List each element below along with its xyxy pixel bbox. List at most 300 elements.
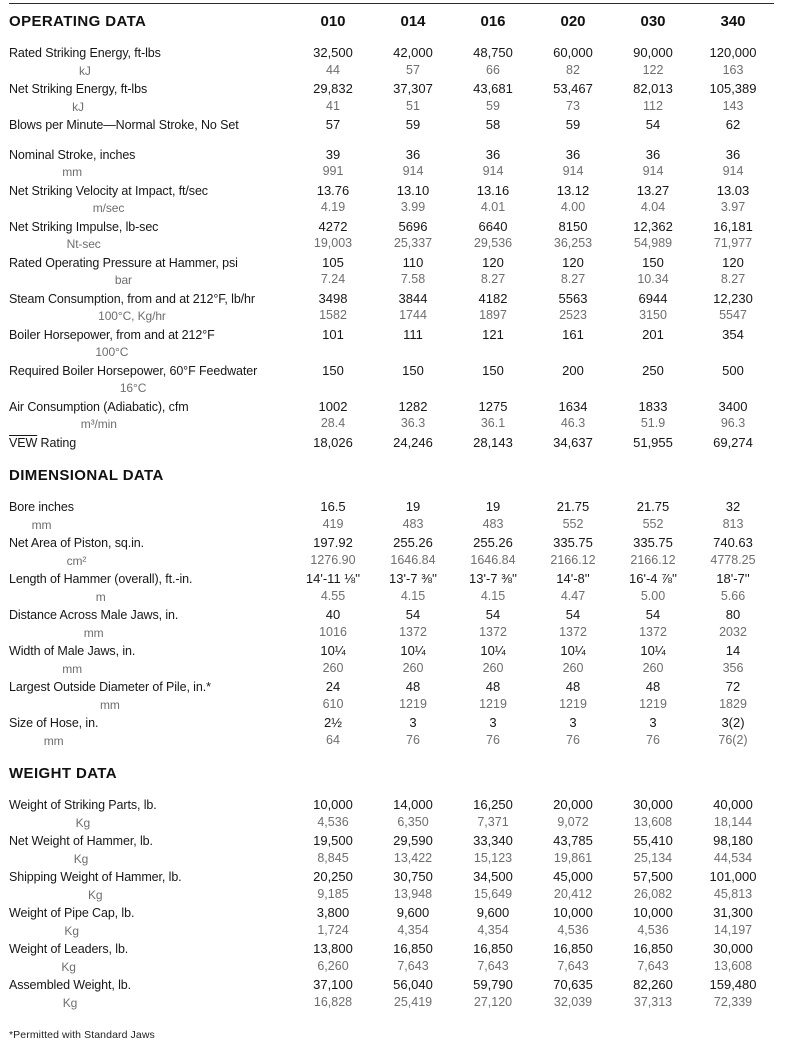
table-row — [9, 570, 774, 606]
value-metric: 1016 — [319, 624, 347, 639]
value-primary: 14'-8'' — [556, 571, 590, 586]
value-primary: 54 — [405, 607, 421, 622]
value-cell — [613, 116, 693, 134]
value-cell — [533, 904, 613, 939]
footnote: *Permitted with Standard Jaws — [9, 1029, 155, 1041]
section-header-row — [9, 12, 774, 31]
value-primary: 500 — [722, 362, 744, 378]
value-primary: 6640 — [478, 218, 508, 234]
row-unit-label: Kg — [73, 851, 89, 866]
row-unit-label: 100°C — [95, 345, 129, 359]
value-cell — [533, 940, 613, 975]
value-cell — [293, 570, 373, 605]
value-primary: 1282 — [398, 398, 428, 414]
value-cell — [373, 714, 453, 749]
value-cell — [613, 498, 693, 533]
value-primary: 43,681 — [473, 81, 513, 96]
value-cell — [453, 570, 533, 605]
value-metric: 6,350 — [397, 814, 429, 829]
value-metric: 7.24 — [320, 272, 346, 286]
value-cell — [613, 326, 693, 344]
value-metric: 28.4 — [320, 416, 346, 430]
value-metric: 610 — [322, 696, 344, 711]
value-metric: 2523 — [559, 308, 587, 322]
value-cell — [613, 606, 693, 641]
section-title: WEIGHT DATA — [9, 765, 117, 782]
value-metric: 32,039 — [553, 994, 593, 1009]
value-primary: 16,850 — [393, 941, 433, 956]
row-label: Weight of Striking Parts, lb. — [9, 798, 157, 812]
value-metric: 9,185 — [317, 886, 349, 901]
value-primary: 201 — [642, 326, 664, 342]
value-cell — [533, 642, 613, 677]
value-cell — [533, 498, 613, 533]
value-cell — [453, 116, 533, 134]
value-primary: 255.26 — [393, 535, 433, 550]
row-label-cell — [9, 147, 293, 182]
value-primary: 72 — [725, 679, 741, 694]
value-metric: 4,536 — [637, 922, 669, 937]
value-cell — [533, 326, 613, 344]
value-cell — [533, 146, 613, 181]
value-cell — [533, 434, 613, 452]
table-row — [9, 534, 774, 570]
value-cell — [613, 362, 693, 380]
row-unit-label: mm — [83, 625, 104, 640]
table-row — [9, 714, 774, 750]
value-primary: 8150 — [558, 218, 588, 234]
value-primary: 53,467 — [553, 81, 593, 96]
row-label-cell — [9, 833, 293, 868]
table-row — [9, 976, 774, 1012]
row-label: Rated Striking Energy, ft-lbs — [9, 46, 161, 60]
value-primary: 101,000 — [709, 869, 757, 884]
value-primary: 10,000 — [633, 905, 673, 920]
value-metric: 25,337 — [393, 236, 433, 250]
value-primary: 62 — [725, 117, 741, 132]
row-unit-label: 100°C, Kg/hr — [98, 309, 166, 323]
value-primary: 1833 — [638, 398, 668, 414]
value-metric: 71,977 — [713, 236, 753, 250]
row-label-cell — [9, 219, 293, 254]
value-primary: 3 — [489, 715, 497, 730]
row-label-cell — [9, 679, 293, 714]
value-primary: 13.76 — [316, 182, 350, 198]
value-metric: 1372 — [479, 624, 507, 639]
value-metric: 19,861 — [553, 850, 593, 865]
column-header: 010 — [320, 13, 346, 30]
spec-table — [9, 12, 774, 1012]
row-label: Boiler Horsepower, from and at 212°F — [9, 327, 215, 342]
value-metric: 914 — [562, 164, 584, 178]
value-cell — [693, 868, 773, 903]
value-cell — [613, 868, 693, 903]
value-cell — [453, 976, 533, 1011]
value-cell — [293, 182, 373, 217]
value-metric: 4,354 — [397, 922, 429, 937]
value-cell — [613, 290, 693, 325]
value-metric: 813 — [722, 516, 744, 531]
value-metric: 1829 — [719, 696, 747, 711]
row-unit-label: m — [95, 589, 106, 604]
value-cell — [373, 570, 453, 605]
value-cell — [693, 642, 773, 677]
row-label-cell — [9, 435, 293, 453]
value-cell — [693, 714, 773, 749]
value-cell — [613, 218, 693, 253]
row-label: Size of Hose, in. — [9, 716, 99, 730]
value-cell — [453, 44, 533, 79]
value-primary: 59,790 — [473, 977, 513, 992]
value-cell — [373, 832, 453, 867]
value-primary: 3(2) — [721, 715, 745, 730]
section-rows — [9, 498, 774, 750]
column-header: 340 — [720, 13, 746, 30]
value-primary: 21.75 — [556, 499, 590, 514]
row-unit-label: Kg — [64, 923, 79, 938]
value-metric: 66 — [486, 62, 500, 77]
value-metric: 44 — [326, 62, 340, 77]
value-metric: 13,608 — [713, 958, 753, 973]
value-cell — [613, 146, 693, 181]
row-label: Blows per Minute—Normal Stroke, No Set — [9, 118, 239, 132]
value-cell — [453, 832, 533, 867]
value-cell — [533, 714, 613, 749]
table-row — [9, 904, 774, 940]
value-metric: 260 — [322, 660, 344, 675]
value-cell — [453, 678, 533, 713]
value-cell — [613, 434, 693, 452]
value-cell — [373, 326, 453, 344]
value-metric: 82 — [566, 62, 580, 77]
section-title: DIMENSIONAL DATA — [9, 467, 164, 484]
value-metric: 76 — [646, 732, 660, 747]
table-row — [9, 868, 774, 904]
value-cell — [453, 146, 533, 181]
value-primary: 43,785 — [553, 833, 593, 848]
value-cell — [373, 80, 453, 115]
value-cell — [533, 868, 613, 903]
value-metric: 4.15 — [480, 588, 506, 603]
value-primary: 40 — [325, 607, 341, 622]
value-primary: 20,250 — [313, 869, 353, 884]
table-row — [9, 326, 774, 362]
value-cell — [293, 326, 373, 344]
value-primary: 13.10 — [396, 182, 430, 198]
value-cell — [293, 146, 373, 181]
value-metric: 1372 — [639, 624, 667, 639]
value-primary: 34,500 — [473, 869, 513, 884]
column-header: 014 — [400, 13, 426, 30]
section-title: OPERATING DATA — [9, 13, 147, 30]
row-label-cell — [9, 977, 293, 1012]
value-primary: 255.26 — [473, 535, 513, 550]
value-cell — [453, 606, 533, 641]
value-primary: 4182 — [478, 290, 508, 306]
value-primary: 30,750 — [393, 869, 433, 884]
value-metric: 552 — [562, 516, 584, 531]
value-cell — [373, 498, 453, 533]
value-cell — [533, 254, 613, 289]
row-label: $\overline{VEW}$ Rating — [9, 435, 77, 450]
value-metric: 260 — [642, 660, 664, 675]
value-cell — [293, 362, 373, 380]
value-metric: 54,989 — [633, 236, 673, 250]
value-metric: 1744 — [399, 308, 427, 322]
value-metric: 260 — [482, 660, 504, 675]
value-metric: 59 — [486, 98, 500, 113]
top-divider — [9, 3, 774, 4]
value-primary: 16'-4 ⅞'' — [629, 571, 677, 586]
value-cell — [693, 182, 773, 217]
row-label: Shipping Weight of Hammer, lb. — [9, 870, 182, 884]
row-label: Net Area of Piston, sq.in. — [9, 536, 144, 550]
value-metric: 3.97 — [720, 200, 746, 214]
value-primary: 14,000 — [393, 797, 433, 812]
value-primary: 24 — [325, 679, 341, 694]
value-cell — [453, 218, 533, 253]
value-metric: 260 — [562, 660, 584, 675]
value-metric: 7,643 — [477, 958, 509, 973]
value-cell — [533, 218, 613, 253]
value-primary: 150 — [482, 362, 504, 378]
value-cell — [613, 976, 693, 1011]
value-metric: 1219 — [399, 696, 427, 711]
value-cell — [693, 498, 773, 533]
value-metric: 1646.84 — [470, 552, 516, 567]
row-unit-label: mm — [62, 661, 82, 676]
row-unit-label: m/sec — [92, 201, 125, 215]
row-label-cell — [9, 363, 293, 398]
table-section — [9, 12, 774, 452]
value-cell — [693, 116, 773, 134]
value-primary: 60,000 — [553, 45, 593, 60]
value-primary: 1634 — [558, 398, 588, 414]
value-primary: 3,800 — [316, 905, 350, 920]
value-primary: 36 — [565, 146, 581, 162]
value-metric: 4.01 — [480, 200, 506, 214]
column-header: 030 — [640, 13, 666, 30]
value-cell — [693, 80, 773, 115]
row-unit-label: kJ — [72, 99, 84, 114]
value-metric: 8,845 — [317, 850, 349, 865]
value-metric: 1897 — [479, 308, 507, 322]
value-primary: 54 — [645, 607, 661, 622]
value-metric: 1582 — [319, 308, 347, 322]
value-metric: 7,643 — [637, 958, 669, 973]
value-metric: 46.3 — [560, 416, 586, 430]
value-cell — [453, 796, 533, 831]
value-cell — [693, 976, 773, 1011]
value-primary: 13'-7 ⅜'' — [469, 571, 517, 586]
row-label: Air Consumption (Adiabatic), cfm — [9, 399, 189, 414]
value-metric: 9,072 — [557, 814, 589, 829]
value-primary: 45,000 — [553, 869, 593, 884]
value-primary: 12,230 — [713, 290, 753, 306]
value-metric: 36.3 — [400, 416, 426, 430]
value-cell — [693, 44, 773, 79]
value-cell — [693, 146, 773, 181]
value-cell — [293, 714, 373, 749]
value-metric: 4.19 — [320, 200, 346, 214]
value-metric: 991 — [322, 164, 344, 178]
table-row — [9, 254, 774, 290]
value-metric: 72,339 — [713, 994, 753, 1009]
value-cell — [373, 182, 453, 217]
value-primary: 150 — [322, 362, 344, 378]
value-primary: 55,410 — [633, 833, 673, 848]
value-metric: 51 — [406, 98, 420, 113]
value-metric: 37,313 — [633, 994, 673, 1009]
value-primary: 70,635 — [553, 977, 593, 992]
value-primary: 57 — [325, 117, 341, 132]
value-cell — [693, 678, 773, 713]
value-primary: 69,274 — [713, 434, 753, 450]
value-metric: 20,412 — [553, 886, 593, 901]
value-cell — [293, 904, 373, 939]
value-primary: 16,850 — [553, 941, 593, 956]
value-metric: 76(2) — [718, 732, 748, 747]
row-unit-label: bar — [114, 273, 132, 287]
value-metric: 7,371 — [477, 814, 509, 829]
value-primary: 121 — [482, 326, 504, 342]
value-cell — [293, 44, 373, 79]
row-unit-label: cm² — [66, 553, 87, 568]
section-header-row — [9, 466, 774, 485]
value-primary: 250 — [642, 362, 664, 378]
value-metric: 2166.12 — [630, 552, 676, 567]
value-primary: 36 — [645, 146, 661, 162]
table-row — [9, 146, 774, 182]
value-cell — [693, 832, 773, 867]
value-cell — [293, 534, 373, 569]
value-metric: 5.66 — [720, 588, 746, 603]
row-label-cell — [9, 715, 293, 750]
value-metric: 73 — [566, 98, 580, 113]
value-metric: 163 — [722, 62, 744, 77]
value-primary: 29,590 — [393, 833, 433, 848]
value-cell — [293, 642, 373, 677]
value-primary: 120,000 — [709, 45, 757, 60]
value-cell — [373, 290, 453, 325]
value-primary: 19 — [405, 499, 421, 514]
table-row — [9, 398, 774, 434]
value-metric: 3.99 — [400, 200, 426, 214]
value-cell — [293, 832, 373, 867]
value-cell — [373, 642, 453, 677]
row-label-cell — [9, 399, 293, 434]
row-label-cell — [9, 643, 293, 678]
value-primary: 197.92 — [313, 535, 353, 550]
row-label-cell — [9, 869, 293, 904]
value-primary: 10¼ — [480, 643, 506, 658]
section-rows — [9, 44, 774, 452]
value-metric: 51.9 — [640, 416, 666, 430]
value-primary: 10¼ — [560, 643, 586, 658]
value-cell — [533, 80, 613, 115]
value-cell — [613, 534, 693, 569]
row-label-cell — [9, 797, 293, 832]
value-primary: 120 — [482, 254, 504, 270]
row-label-cell — [9, 117, 293, 135]
value-primary: 58 — [485, 117, 501, 132]
value-cell — [373, 606, 453, 641]
row-label-cell — [9, 607, 293, 642]
table-row — [9, 44, 774, 80]
value-cell — [293, 290, 373, 325]
value-primary: 18'-7'' — [716, 571, 750, 586]
row-label: Largest Outside Diameter of Pile, in.* — [9, 680, 211, 694]
value-metric: 4,536 — [557, 922, 589, 937]
row-label-cell — [9, 45, 293, 80]
row-label-cell — [9, 535, 293, 570]
value-primary: 18,026 — [313, 434, 353, 450]
value-primary: 13.12 — [556, 182, 590, 198]
value-metric: 1646.84 — [390, 552, 436, 567]
value-cell — [613, 398, 693, 433]
row-label: Distance Across Male Jaws, in. — [9, 608, 179, 622]
value-cell — [373, 534, 453, 569]
value-primary: 19,500 — [313, 833, 353, 848]
value-metric: 64 — [326, 732, 340, 747]
value-cell — [693, 326, 773, 344]
value-primary: 57,500 — [633, 869, 673, 884]
value-cell — [613, 44, 693, 79]
value-primary: 3 — [409, 715, 417, 730]
row-label-cell — [9, 327, 293, 362]
value-primary: 150 — [642, 254, 664, 270]
value-cell — [693, 398, 773, 433]
value-metric: 13,948 — [393, 886, 433, 901]
value-cell — [693, 940, 773, 975]
value-primary: 13.27 — [636, 182, 670, 198]
row-label-cell — [9, 941, 293, 976]
value-metric: 16,828 — [313, 994, 353, 1009]
value-primary: 59 — [565, 117, 581, 132]
value-cell — [533, 534, 613, 569]
value-primary: 101 — [322, 326, 344, 342]
value-cell — [533, 570, 613, 605]
value-metric: 15,123 — [473, 850, 513, 865]
value-metric: 6,260 — [317, 958, 349, 973]
value-cell — [453, 182, 533, 217]
value-metric: 96.3 — [720, 416, 746, 430]
row-label: Width of Male Jaws, in. — [9, 644, 136, 658]
value-cell — [293, 116, 373, 134]
value-primary: 39 — [325, 146, 341, 162]
value-cell — [453, 642, 533, 677]
value-metric: 15,649 — [473, 886, 513, 901]
row-label-cell — [9, 255, 293, 290]
value-metric: 19,003 — [313, 236, 353, 250]
value-cell — [453, 714, 533, 749]
value-metric: 1372 — [559, 624, 587, 639]
row-label: Assembled Weight, lb. — [9, 978, 132, 992]
value-primary: 161 — [562, 326, 584, 342]
value-cell — [293, 434, 373, 452]
row-unit-label: Kg — [61, 959, 76, 974]
value-cell — [693, 606, 773, 641]
value-cell — [613, 832, 693, 867]
value-primary: 54 — [485, 607, 501, 622]
table-row — [9, 678, 774, 714]
row-unit-label: mm — [31, 517, 52, 532]
value-primary: 33,340 — [473, 833, 513, 848]
value-primary: 5563 — [558, 290, 588, 306]
value-metric: 25,419 — [393, 994, 433, 1009]
value-cell — [533, 44, 613, 79]
value-primary: 36 — [725, 146, 741, 162]
